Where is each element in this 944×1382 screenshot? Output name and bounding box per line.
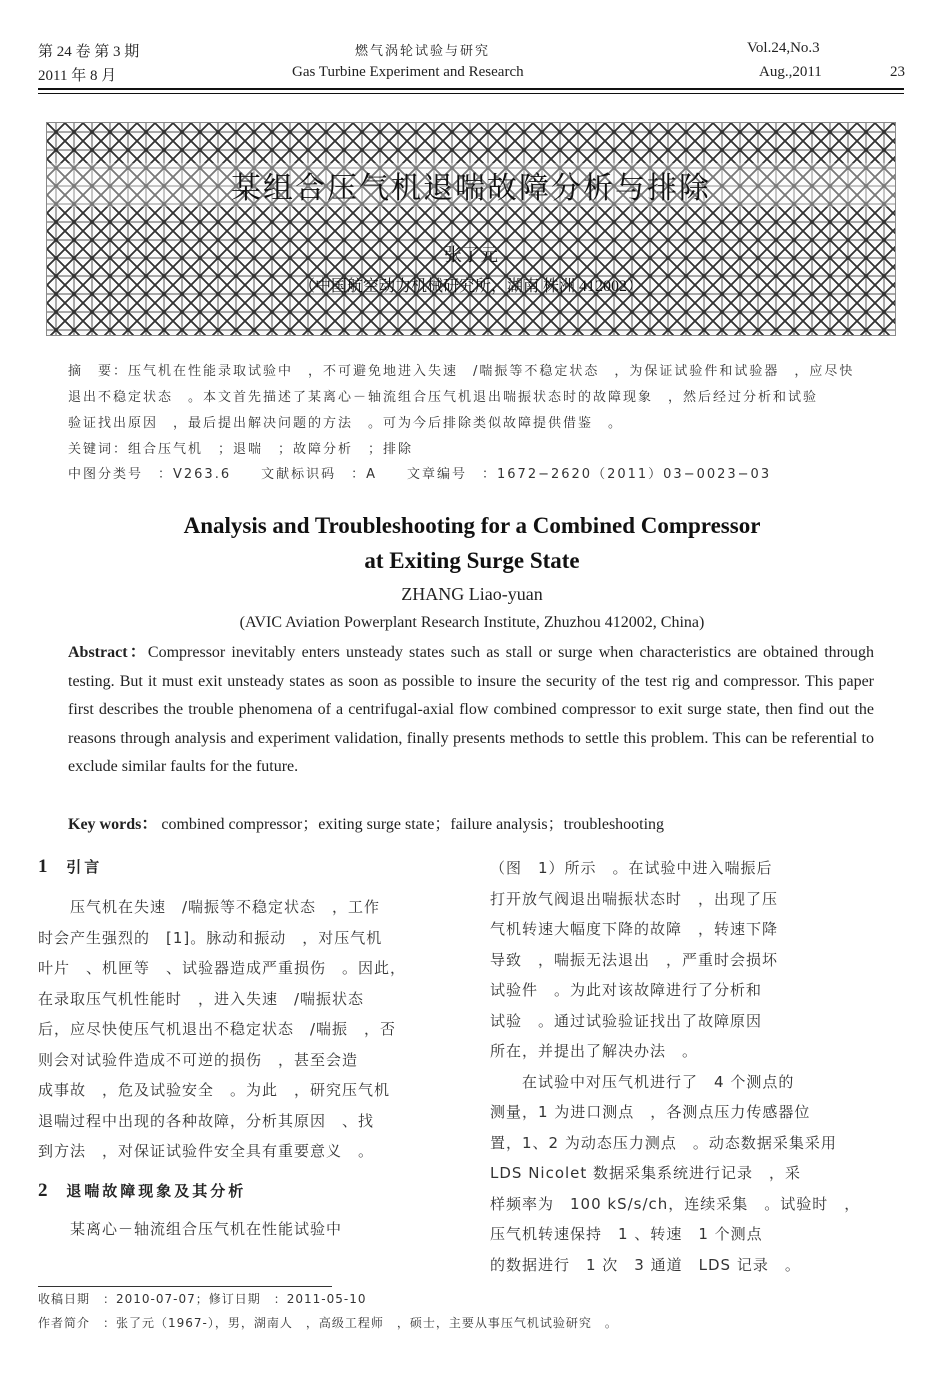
section-2-title: 退喘故障现象及其分析 [66,1182,247,1200]
body-line: 气机转速大幅度下降的故障 ，转速下降 [490,920,779,938]
section-1-number: 1 [38,856,48,877]
body-line: 导致 ，喘振无法退出 ，严重时会损坏 [490,950,779,969]
header-volume: 第 24 卷 第 3 期 [38,44,140,60]
keywords-en [68,811,664,834]
paper-title-en-line1: Analysis and Troubleshooting for a Combined Compressor [183,513,761,538]
header-date-en: Aug.,2011 [759,64,822,80]
body-line: 到方法 ，对保证试验件安全具有重要意义 。 [38,1142,375,1160]
cn-abstract-line1: 摘 要：压气机在性能录取试验中 ，不可避免地进入失速 /喘振等不稳定状态 ，为保证试验件和试验器 ，应尽快 [68,364,855,379]
body-line: 置，1、2 为动态压力测点 。动态数据采集采用 [490,1133,837,1152]
body-line: 测量，1 为进口测点 ，各测点压力传感器位 [490,1103,811,1121]
header-date: 2011 年 8 月 [38,68,117,84]
section-2-heading [38,1180,246,1202]
section-2-body: 某离心－轴流组合压气机在性能试验中 [38,1220,343,1238]
keywords-text: combined compressor；exiting surge state；failure analysis；troubleshooting [161,816,665,833]
body-line: 在录取压气机性能时 ，进入失速 /喘振状态 [38,989,365,1008]
section-1-body [38,892,406,1167]
header-volume-en: Vol.24,No.3 [747,40,820,56]
body-line: 所在，并提出了解决办法 。 [490,1042,699,1060]
affiliation-cn: （中国航空动力机械研究所，湖南 株洲 412002） [298,278,643,295]
body-line: 时会产生强烈的 [1]。脉动和振动 ，对压气机 [38,928,383,947]
right-column-body [490,853,860,1280]
footnote-rule [38,1286,332,1287]
body-line: 叶片 、机匣等 、试验器造成严重损伤 。因此， [38,959,407,977]
classification-line: 中图分类号 ：V263.6 文献标识码 ：A 文章编号 ：1672−2620（2011）03−0023−03 [68,467,772,482]
body-line: 后，应尽快使压气机退出不稳定状态 /喘振 ，否 [38,1020,397,1038]
footnote-author-bio: 作者简介 ：张了元（1967-），男，湖南人 ，高级工程师 ，硕士，主要从事压气机试验研究 。 [38,1316,618,1330]
abstract-label: Abstract： [68,644,148,661]
header-rule-thin [38,93,904,94]
body-line: 的数据进行 1 次 3 通道 LDS 记录 。 [490,1255,801,1274]
body-line: 在试验中对压气机进行了 4 个测点的 [490,1072,795,1091]
affiliation-en: (AVIC Aviation Powerplant Research Institute, Zhuzhou 412002, China) [239,614,705,631]
body-line: 压气机在失速 /喘振等不稳定状态 ，工作 [38,898,381,916]
author-en: ZHANG Liao-yuan [401,584,543,604]
footnote-received: 收稿日期 ：2010-07-07；修订日期 ：2011-05-10 [38,1292,367,1306]
section-1-heading [38,856,102,878]
paper-title-en-line2: at Exiting Surge State [364,548,580,573]
abstract-text: Compressor inevitably enters unsteady states such as stall or surge when characteristics are obtained through testing. But it must exit unsteady states as soon as possible to insure the security of the test rig and compressor. This paper first describes the trouble phenomena of a centrifugal-axial flow combined compressor to exit surge state, then find out the reasons through analysis and experiment validation, finally presents methods to settle this problem. This can be referential to exclude similar faults for the future. [68,644,874,775]
body-line: 样频率为 100 kS/s/ch，连续采集 。试验时 ， [490,1194,861,1213]
body-line: 压气机转速保持 1 、转速 1 个测点 [490,1225,763,1243]
body-line: 试验 。通过试验验证找出了故障原因 [490,1011,763,1030]
cn-abstract-line2: 退出不稳定状态 。本文首先描述了某离心－轴流组合压气机退出喘振状态时的故障现象 ，然后经过分析和试验 [68,390,819,405]
page-number: 23 [890,64,905,80]
header-journal-en: Gas Turbine Experiment and Research [292,64,524,80]
section-1-title: 引言 [66,858,103,876]
body-line: 退喘过程中出现的各种故障，分析其原因 、找 [38,1111,375,1130]
section-2-number: 2 [38,1180,48,1201]
body-line: 试验件 。为此对该故障进行了分析和 [490,981,763,999]
title-banner [46,122,896,336]
body-line: 打开放气阀退出喘振状态时 ，出现了压 [490,889,779,908]
cn-keywords: 关键词：组合压气机 ；退喘 ；故障分析 ；排除 [68,442,414,457]
header-journal-cn: 燃气涡轮试验与研究 [355,44,491,59]
body-line: （图 1）所示 。在试验中进入喘振后 [490,859,773,877]
header-rule-thick [38,88,904,90]
paper-title-cn: 某组合压气机退喘故障分析与排除 [47,163,895,207]
keywords-label: Key words： [68,816,158,833]
cn-abstract-line3: 验证找出原因 ，最后提出解决问题的方法 。可为今后排除类似故障提供借鉴 。 [68,416,624,431]
abstract-en [68,639,874,782]
body-line: LDS Nicolet 数据采集系统进行记录 ，采 [490,1164,802,1182]
author-cn: 张了元 [444,245,498,265]
body-line: 成事故 ，危及试验安全 。为此 ，研究压气机 [38,1081,391,1099]
body-line: 则会对试验件造成不可逆的损伤 ，甚至会造 [38,1050,359,1069]
